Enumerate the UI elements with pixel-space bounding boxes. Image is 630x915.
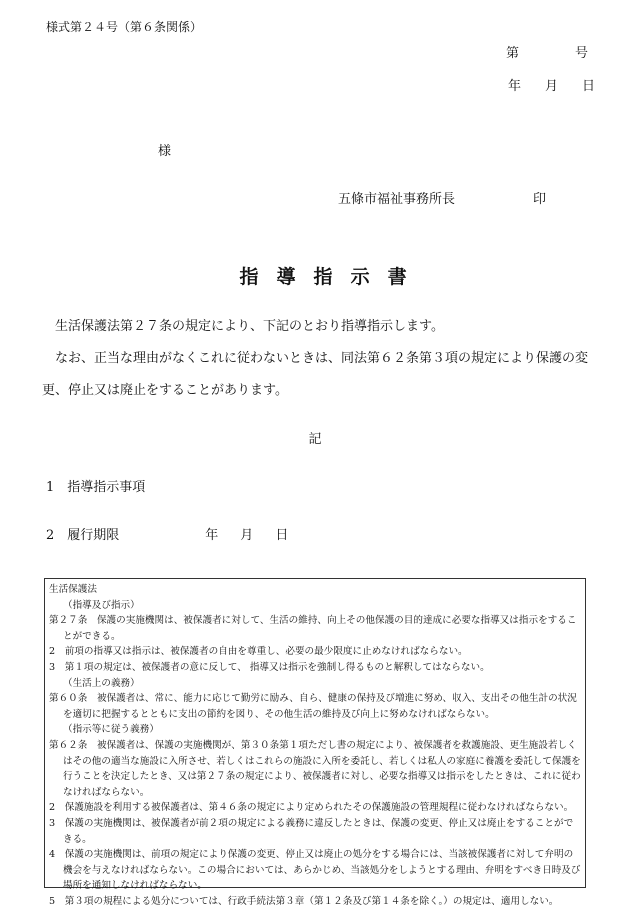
date-year: 年 — [508, 79, 522, 94]
law-paragraph: 5 第３項の規程による処分については、行政手続法第３章（第１２条及び第１４条を除く。）の規定は、適用しない。 — [49, 895, 559, 907]
law-paragraph: 2 保護施設を利用する被保護者は、第４６条の規定により定められたその保護施設の管理規程に従わなければならない。 — [49, 802, 574, 814]
body-paragraph-1: 生活保護法第２７条の規定により、下記のとおり指導指示します。 — [55, 319, 444, 334]
law-paragraph: 2 前項の指導又は指示は、被保護者の自由を尊重し、必要の最少限度に止めなければならない。 — [49, 646, 468, 658]
issuer-name: 五條市福祉事務所長 — [338, 192, 456, 207]
deadline-label: 2 履行期限 — [46, 528, 120, 543]
seal-mark: 印 — [533, 192, 547, 207]
ki-heading: 記 — [308, 432, 322, 447]
issuer-line — [338, 188, 546, 207]
law-title: 生活保護法 — [49, 584, 97, 595]
law-paragraph: 3 保護の実施機関は、被保護者が前２項の規定による義務に違反したときは、保護の変更、停止又は廃止をすることができる。 — [49, 817, 574, 845]
date-month: 月 — [545, 79, 559, 94]
deadline-year: 年 — [205, 528, 219, 543]
item-deadline — [46, 524, 288, 543]
document-number-line — [506, 42, 588, 61]
number-suffix: 号 — [575, 46, 589, 61]
issue-date-line — [508, 75, 595, 94]
date-day: 日 — [582, 79, 596, 94]
deadline-day: 日 — [275, 528, 289, 543]
law-excerpt-box — [44, 578, 586, 907]
deadline-month: 月 — [240, 528, 254, 543]
document-title: 指導指示書 — [239, 266, 425, 288]
law-paragraph: 3 第１項の規定は、被保護者の意に反して、 指導又は指示を強制し得るものと解釈してはならない。 — [49, 661, 490, 673]
number-prefix: 第 — [506, 46, 520, 61]
form-number: 様式第２４号（第６条関係） — [46, 20, 203, 34]
law-heading: （指示等に従う義務） — [63, 724, 159, 736]
law-paragraph: 4 保護の実施機関は、前項の規定により保護の変更、停止又は廃止の処分をする場合には、当該被保護者に対して弁明の機会を与えなければならない。この場合においては、あらかじめ、当該処分をしようとする理由、弁明をすべき日時及び場所を通知しなければならない。 — [49, 849, 581, 892]
law-heading: （生活上の義務） — [63, 677, 140, 689]
addressee-suffix: 様 — [158, 144, 172, 159]
law-article: 第６２条 被保護者は、保護の実施機関が、第３０条第１項ただし書の規定により、被保護者を救護施設、更生施設若しくはその他の適当な施設に入所させ、若しくはこれらの施設に入所を委託し、若しくは私人の家庭に養護を委託して保護を行うことを決定したとき、又は第２７条の規定により、被保護者に対し、必要な指導又は指示をしたときは、これに従わなければならない。 — [49, 739, 581, 798]
item-instruction-matters: 1 指導指示事項 — [46, 480, 146, 495]
body-paragraph-2: なお、正当な理由がなくこれに従わないときは、同法第６２条第３項の規定により保護の変更、停止又は廃止をすることがあります。 — [42, 351, 589, 398]
law-heading: （指導及び指示） — [63, 599, 140, 611]
law-article: 第２７条 保護の実施機関は、被保護者に対して、生活の維持、向上その他保護の目的達成に必要な指導又は指示をすることができる。 — [49, 615, 577, 642]
law-article: 第６０条 被保護者は、常に、能力に応じて勤労に励み、自ら、健康の保持及び増進に努め、収入、支出その他生計の状況を適切に把握するとともに支出の節約を図り、その他生活の維持及び向上に努めなければならない。 — [49, 693, 577, 720]
